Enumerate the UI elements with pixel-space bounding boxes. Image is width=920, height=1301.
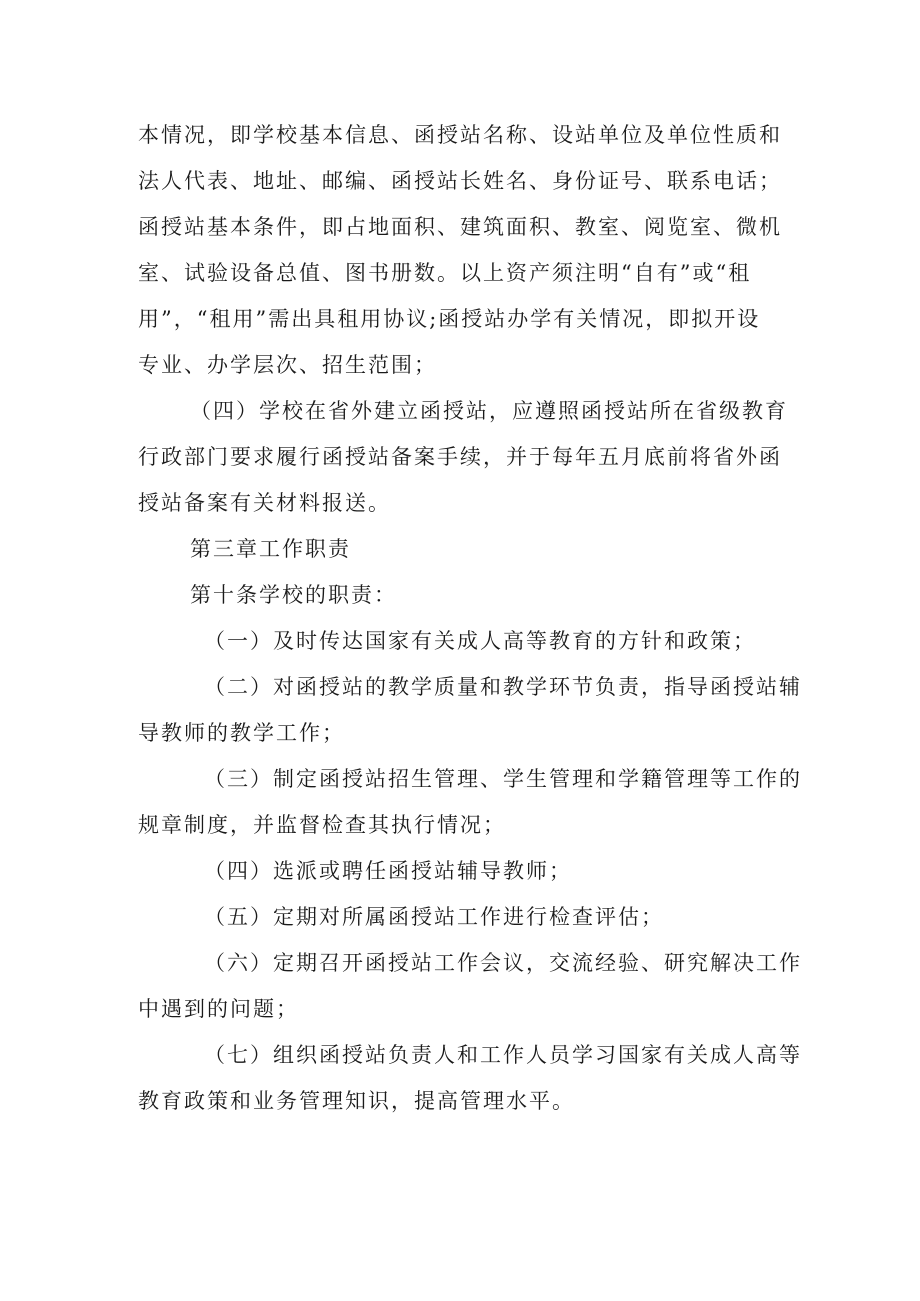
body-line: 法人代表、地址、邮编、函授站长姓名、身份证号、联系电话； bbox=[138, 169, 782, 193]
body-line: 本情况，即学校基本信息、函授站名称、设站单位及单位性质和 bbox=[138, 123, 782, 147]
body-line: 授站备案有关材料报送。 bbox=[138, 491, 391, 515]
body-line: 规章制度，并监督检查其执行情况； bbox=[138, 813, 506, 837]
body-line: 导教师的教学工作； bbox=[138, 721, 345, 745]
body-line: 专业、办学层次、招生范围； bbox=[138, 353, 437, 377]
body-line: 室、试验设备总值、图书册数。以上资产须注明“自有”或“租 bbox=[138, 261, 752, 285]
body-line: 行政部门要求履行函授站备案手续，并于每年五月底前将省外函 bbox=[138, 445, 782, 469]
clause-line: （六）定期召开函授站工作会议，交流经验、研究解决工作 bbox=[204, 951, 802, 975]
chapter-heading: 第三章工作职责 bbox=[190, 537, 351, 561]
clause-line: （四）学校在省外建立函授站，应遵照函授站所在省级教育 bbox=[190, 399, 788, 423]
clause-line: （一）及时传达国家有关成人高等教育的方针和政策； bbox=[204, 629, 756, 653]
body-line: 教育政策和业务管理知识，提高管理水平。 bbox=[138, 1089, 575, 1113]
clause-line: （七）组织函授站负责人和工作人员学习国家有关成人高等 bbox=[204, 1043, 802, 1067]
clause-line: （三）制定函授站招生管理、学生管理和学籍管理等工作的 bbox=[204, 767, 802, 791]
document-body bbox=[138, 112, 802, 1124]
clause-line: （四）选派或聘任函授站辅导教师； bbox=[204, 859, 572, 883]
clause-line: （二）对函授站的教学质量和教学环节负责，指导函授站辅 bbox=[204, 675, 802, 699]
body-line: 用”，“租用”需出具租用协议;函授站办学有关情况，即拟开设 bbox=[138, 307, 761, 331]
clause-line: （五）定期对所属函授站工作进行检查评估； bbox=[204, 905, 664, 929]
body-line: 函授站基本条件，即占地面积、建筑面积、教室、阅览室、微机 bbox=[138, 215, 782, 239]
article-heading: 第十条学校的职责： bbox=[190, 583, 397, 607]
body-line: 中遇到的问题； bbox=[138, 997, 299, 1021]
